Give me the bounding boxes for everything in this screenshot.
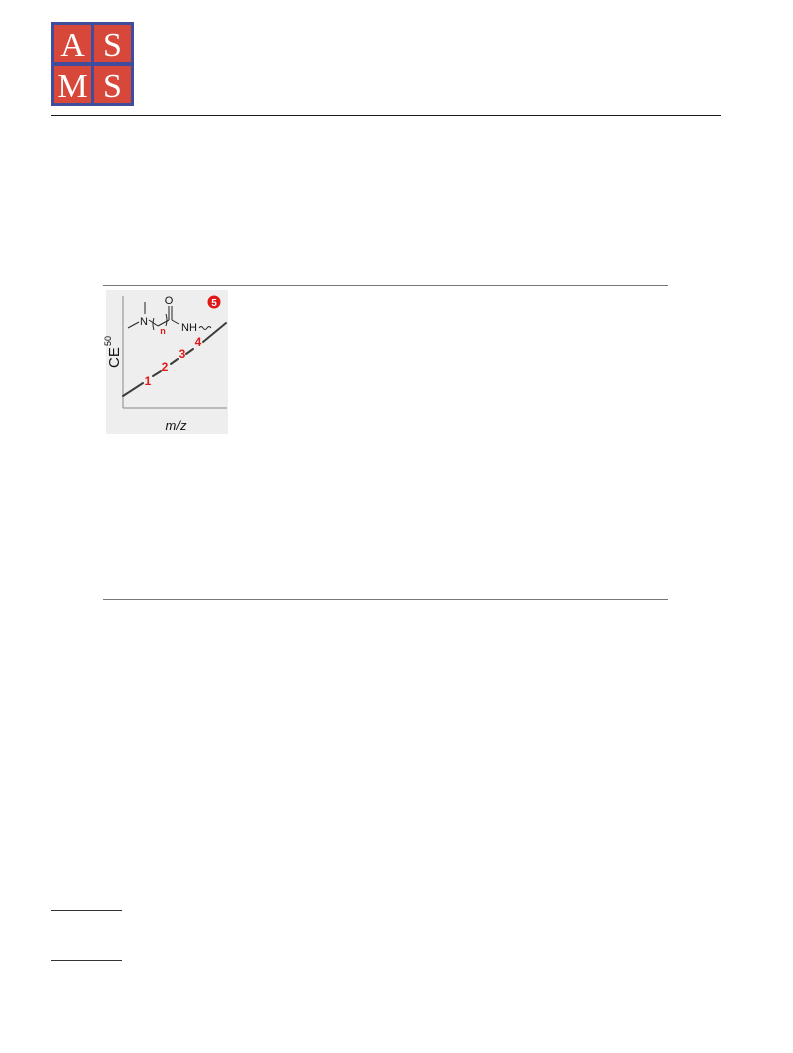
logo-letter-m: M bbox=[57, 68, 88, 105]
data-point-label-4: 4 bbox=[194, 335, 202, 349]
repeat-subscript: n bbox=[160, 326, 166, 336]
nh-group: NH bbox=[181, 322, 197, 334]
logo-letter-s1: S bbox=[103, 27, 122, 64]
figure-rule-top bbox=[103, 285, 668, 286]
logo-letter-a: A bbox=[60, 27, 85, 64]
y-axis-label-main: CE bbox=[106, 347, 123, 368]
header-rule bbox=[51, 115, 721, 116]
logo-letter-s2: S bbox=[103, 68, 122, 105]
footnote-rule bbox=[51, 910, 122, 911]
data-point-label-2: 2 bbox=[161, 360, 169, 374]
compound-badge-number: 5 bbox=[211, 298, 217, 309]
oxygen-atom: O bbox=[164, 295, 174, 307]
footnote-rule bbox=[51, 960, 122, 961]
y-axis-label-superscript: 50 bbox=[103, 335, 113, 346]
nitrogen-atom: N bbox=[140, 316, 148, 328]
x-axis-label: m/z bbox=[165, 418, 187, 433]
data-point-label-3: 3 bbox=[178, 347, 186, 361]
data-point-label-1: 1 bbox=[144, 374, 152, 388]
toc-graphic bbox=[103, 290, 228, 434]
asms-logo bbox=[51, 22, 134, 106]
figure-rule-bottom bbox=[103, 599, 668, 600]
